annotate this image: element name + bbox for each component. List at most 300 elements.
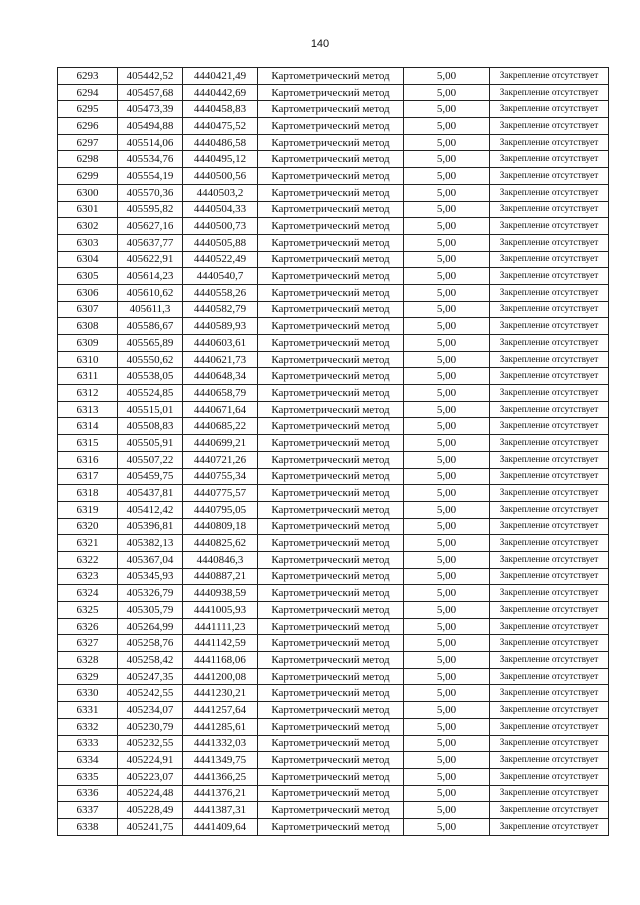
accuracy-cell: 5,00 — [404, 652, 490, 669]
accuracy-cell: 5,00 — [404, 435, 490, 452]
fixation-note-cell: Закрепление отсутствует — [490, 101, 609, 118]
y-coordinate-cell: 4440825,62 — [183, 535, 258, 552]
x-coordinate-cell: 405570,36 — [118, 184, 183, 201]
fixation-note-cell: Закрепление отсутствует — [490, 718, 609, 735]
table-row — [58, 351, 609, 368]
x-coordinate-cell: 405230,79 — [118, 718, 183, 735]
accuracy-cell: 5,00 — [404, 335, 490, 352]
method-cell: Картометрический метод — [258, 718, 404, 735]
method-cell: Картометрический метод — [258, 118, 404, 135]
fixation-note-cell: Закрепление отсутствует — [490, 168, 609, 185]
point-number-cell: 6308 — [58, 318, 118, 335]
accuracy-cell: 5,00 — [404, 318, 490, 335]
point-number-cell: 6335 — [58, 768, 118, 785]
method-cell: Картометрический метод — [258, 84, 404, 101]
y-coordinate-cell: 4440809,18 — [183, 518, 258, 535]
point-number-cell: 6305 — [58, 268, 118, 285]
y-coordinate-cell: 4440658,79 — [183, 385, 258, 402]
y-coordinate-cell: 4441005,93 — [183, 602, 258, 619]
y-coordinate-cell: 4440755,34 — [183, 468, 258, 485]
method-cell: Картометрический метод — [258, 702, 404, 719]
accuracy-cell: 5,00 — [404, 284, 490, 301]
table-row — [58, 385, 609, 402]
accuracy-cell: 5,00 — [404, 585, 490, 602]
table-row — [58, 118, 609, 135]
point-number-cell: 6330 — [58, 685, 118, 702]
point-number-cell: 6327 — [58, 635, 118, 652]
y-coordinate-cell: 4440540,7 — [183, 268, 258, 285]
point-number-cell: 6309 — [58, 335, 118, 352]
point-number-cell: 6317 — [58, 468, 118, 485]
point-number-cell: 6319 — [58, 501, 118, 518]
point-number-cell: 6328 — [58, 652, 118, 669]
fixation-note-cell: Закрепление отсутствует — [490, 251, 609, 268]
point-number-cell: 6306 — [58, 284, 118, 301]
point-number-cell: 6316 — [58, 451, 118, 468]
point-number-cell: 6318 — [58, 485, 118, 502]
accuracy-cell: 5,00 — [404, 251, 490, 268]
method-cell: Картометрический метод — [258, 335, 404, 352]
table-row — [58, 518, 609, 535]
method-cell: Картометрический метод — [258, 168, 404, 185]
method-cell: Картометрический метод — [258, 485, 404, 502]
method-cell: Картометрический метод — [258, 451, 404, 468]
table-row — [58, 635, 609, 652]
x-coordinate-cell: 405367,04 — [118, 551, 183, 568]
accuracy-cell: 5,00 — [404, 501, 490, 518]
x-coordinate-cell: 405442,52 — [118, 68, 183, 85]
fixation-note-cell: Закрепление отсутствует — [490, 451, 609, 468]
fixation-note-cell: Закрепление отсутствует — [490, 768, 609, 785]
table-row — [58, 652, 609, 669]
fixation-note-cell: Закрепление отсутствует — [490, 401, 609, 418]
method-cell: Картометрический метод — [258, 435, 404, 452]
fixation-note-cell: Закрепление отсутствует — [490, 368, 609, 385]
fixation-note-cell: Закрепление отсутствует — [490, 551, 609, 568]
x-coordinate-cell: 405505,91 — [118, 435, 183, 452]
y-coordinate-cell: 4440458,83 — [183, 101, 258, 118]
point-number-cell: 6298 — [58, 151, 118, 168]
accuracy-cell: 5,00 — [404, 134, 490, 151]
method-cell: Картометрический метод — [258, 401, 404, 418]
table-row — [58, 401, 609, 418]
x-coordinate-cell: 405345,93 — [118, 568, 183, 585]
method-cell: Картометрический метод — [258, 68, 404, 85]
table-row — [58, 702, 609, 719]
point-number-cell: 6323 — [58, 568, 118, 585]
method-cell: Картометрический метод — [258, 218, 404, 235]
table-row — [58, 184, 609, 201]
accuracy-cell: 5,00 — [404, 568, 490, 585]
y-coordinate-cell: 4441349,75 — [183, 752, 258, 769]
accuracy-cell: 5,00 — [404, 184, 490, 201]
y-coordinate-cell: 4440699,21 — [183, 435, 258, 452]
fixation-note-cell: Закрепление отсутствует — [490, 652, 609, 669]
method-cell: Картометрический метод — [258, 268, 404, 285]
fixation-note-cell: Закрепление отсутствует — [490, 201, 609, 218]
table-row — [58, 101, 609, 118]
table-row — [58, 301, 609, 318]
x-coordinate-cell: 405473,39 — [118, 101, 183, 118]
fixation-note-cell: Закрепление отсутствует — [490, 668, 609, 685]
accuracy-cell: 5,00 — [404, 685, 490, 702]
y-coordinate-cell: 4441332,03 — [183, 735, 258, 752]
table-row — [58, 668, 609, 685]
y-coordinate-cell: 4440603,61 — [183, 335, 258, 352]
accuracy-cell: 5,00 — [404, 151, 490, 168]
y-coordinate-cell: 4440486,58 — [183, 134, 258, 151]
method-cell: Картометрический метод — [258, 284, 404, 301]
method-cell: Картометрический метод — [258, 351, 404, 368]
point-number-cell: 6293 — [58, 68, 118, 85]
table-row — [58, 818, 609, 835]
point-number-cell: 6325 — [58, 602, 118, 619]
method-cell: Картометрический метод — [258, 602, 404, 619]
fixation-note-cell: Закрепление отсутствует — [490, 268, 609, 285]
accuracy-cell: 5,00 — [404, 551, 490, 568]
table-row — [58, 284, 609, 301]
x-coordinate-cell: 405524,85 — [118, 385, 183, 402]
accuracy-cell: 5,00 — [404, 602, 490, 619]
method-cell: Картометрический метод — [258, 635, 404, 652]
point-number-cell: 6324 — [58, 585, 118, 602]
y-coordinate-cell: 4440442,69 — [183, 84, 258, 101]
x-coordinate-cell: 405224,48 — [118, 785, 183, 802]
fixation-note-cell: Закрепление отсутствует — [490, 518, 609, 535]
accuracy-cell: 5,00 — [404, 818, 490, 835]
table-row — [58, 685, 609, 702]
point-number-cell: 6314 — [58, 418, 118, 435]
point-number-cell: 6307 — [58, 301, 118, 318]
point-number-cell: 6329 — [58, 668, 118, 685]
table-row — [58, 268, 609, 285]
fixation-note-cell: Закрепление отсутствует — [490, 535, 609, 552]
accuracy-cell: 5,00 — [404, 385, 490, 402]
point-number-cell: 6297 — [58, 134, 118, 151]
fixation-note-cell: Закрепление отсутствует — [490, 284, 609, 301]
table-row — [58, 201, 609, 218]
x-coordinate-cell: 405242,55 — [118, 685, 183, 702]
x-coordinate-cell: 405550,62 — [118, 351, 183, 368]
x-coordinate-cell: 405241,75 — [118, 818, 183, 835]
coordinates-table — [57, 67, 609, 836]
x-coordinate-cell: 405514,06 — [118, 134, 183, 151]
accuracy-cell: 5,00 — [404, 168, 490, 185]
x-coordinate-cell: 405610,62 — [118, 284, 183, 301]
y-coordinate-cell: 4440846,3 — [183, 551, 258, 568]
point-number-cell: 6322 — [58, 551, 118, 568]
x-coordinate-cell: 405382,13 — [118, 535, 183, 552]
x-coordinate-cell: 405305,79 — [118, 602, 183, 619]
y-coordinate-cell: 4441366,25 — [183, 768, 258, 785]
method-cell: Картометрический метод — [258, 802, 404, 819]
point-number-cell: 6332 — [58, 718, 118, 735]
point-number-cell: 6321 — [58, 535, 118, 552]
method-cell: Картометрический метод — [258, 201, 404, 218]
x-coordinate-cell: 405396,81 — [118, 518, 183, 535]
x-coordinate-cell: 405586,67 — [118, 318, 183, 335]
point-number-cell: 6334 — [58, 752, 118, 769]
x-coordinate-cell: 405595,82 — [118, 201, 183, 218]
accuracy-cell: 5,00 — [404, 118, 490, 135]
point-number-cell: 6313 — [58, 401, 118, 418]
y-coordinate-cell: 4441257,64 — [183, 702, 258, 719]
x-coordinate-cell: 405247,35 — [118, 668, 183, 685]
accuracy-cell: 5,00 — [404, 401, 490, 418]
accuracy-cell: 5,00 — [404, 752, 490, 769]
accuracy-cell: 5,00 — [404, 68, 490, 85]
y-coordinate-cell: 4441387,31 — [183, 802, 258, 819]
y-coordinate-cell: 4440795,05 — [183, 501, 258, 518]
point-number-cell: 6300 — [58, 184, 118, 201]
fixation-note-cell: Закрепление отсутствует — [490, 68, 609, 85]
y-coordinate-cell: 4440671,64 — [183, 401, 258, 418]
y-coordinate-cell: 4441230,21 — [183, 685, 258, 702]
x-coordinate-cell: 405232,55 — [118, 735, 183, 752]
fixation-note-cell: Закрепление отсутствует — [490, 501, 609, 518]
y-coordinate-cell: 4440475,52 — [183, 118, 258, 135]
accuracy-cell: 5,00 — [404, 718, 490, 735]
y-coordinate-cell: 4440504,33 — [183, 201, 258, 218]
table-row — [58, 551, 609, 568]
table-row — [58, 251, 609, 268]
accuracy-cell: 5,00 — [404, 735, 490, 752]
accuracy-cell: 5,00 — [404, 368, 490, 385]
y-coordinate-cell: 4440558,26 — [183, 284, 258, 301]
fixation-note-cell: Закрепление отсутствует — [490, 585, 609, 602]
y-coordinate-cell: 4440721,26 — [183, 451, 258, 468]
table-row — [58, 735, 609, 752]
point-number-cell: 6336 — [58, 785, 118, 802]
x-coordinate-cell: 405565,89 — [118, 335, 183, 352]
table-row — [58, 318, 609, 335]
table-row — [58, 802, 609, 819]
x-coordinate-cell: 405437,81 — [118, 485, 183, 502]
method-cell: Картометрический метод — [258, 234, 404, 251]
accuracy-cell: 5,00 — [404, 234, 490, 251]
accuracy-cell: 5,00 — [404, 418, 490, 435]
x-coordinate-cell: 405508,83 — [118, 418, 183, 435]
accuracy-cell: 5,00 — [404, 535, 490, 552]
point-number-cell: 6301 — [58, 201, 118, 218]
fixation-note-cell: Закрепление отсутствует — [490, 385, 609, 402]
fixation-note-cell: Закрепление отсутствует — [490, 685, 609, 702]
x-coordinate-cell: 405264,99 — [118, 618, 183, 635]
method-cell: Картометрический метод — [258, 418, 404, 435]
fixation-note-cell: Закрепление отсутствует — [490, 485, 609, 502]
x-coordinate-cell: 405507,22 — [118, 451, 183, 468]
table-row — [58, 568, 609, 585]
table-row — [58, 468, 609, 485]
point-number-cell: 6333 — [58, 735, 118, 752]
fixation-note-cell: Закрепление отсутствует — [490, 318, 609, 335]
method-cell: Картометрический метод — [258, 184, 404, 201]
x-coordinate-cell: 405538,05 — [118, 368, 183, 385]
method-cell: Картометрический метод — [258, 568, 404, 585]
method-cell: Картометрический метод — [258, 368, 404, 385]
accuracy-cell: 5,00 — [404, 451, 490, 468]
x-coordinate-cell: 405412,42 — [118, 501, 183, 518]
x-coordinate-cell: 405534,76 — [118, 151, 183, 168]
x-coordinate-cell: 405224,91 — [118, 752, 183, 769]
method-cell: Картометрический метод — [258, 585, 404, 602]
table-row — [58, 718, 609, 735]
x-coordinate-cell: 405223,07 — [118, 768, 183, 785]
accuracy-cell: 5,00 — [404, 802, 490, 819]
method-cell: Картометрический метод — [258, 618, 404, 635]
fixation-note-cell: Закрепление отсутствует — [490, 301, 609, 318]
fixation-note-cell: Закрепление отсутствует — [490, 602, 609, 619]
method-cell: Картометрический метод — [258, 501, 404, 518]
accuracy-cell: 5,00 — [404, 768, 490, 785]
fixation-note-cell: Закрепление отсутствует — [490, 151, 609, 168]
fixation-note-cell: Закрепление отсутствует — [490, 785, 609, 802]
method-cell: Картометрический метод — [258, 134, 404, 151]
fixation-note-cell: Закрепление отсутствует — [490, 618, 609, 635]
fixation-note-cell: Закрепление отсутствует — [490, 735, 609, 752]
point-number-cell: 6299 — [58, 168, 118, 185]
fixation-note-cell: Закрепление отсутствует — [490, 184, 609, 201]
fixation-note-cell: Закрепление отсутствует — [490, 418, 609, 435]
accuracy-cell: 5,00 — [404, 785, 490, 802]
method-cell: Картометрический метод — [258, 318, 404, 335]
y-coordinate-cell: 4440582,79 — [183, 301, 258, 318]
table-row — [58, 218, 609, 235]
fixation-note-cell: Закрепление отсутствует — [490, 702, 609, 719]
accuracy-cell: 5,00 — [404, 218, 490, 235]
method-cell: Картометрический метод — [258, 385, 404, 402]
y-coordinate-cell: 4440648,34 — [183, 368, 258, 385]
point-number-cell: 6326 — [58, 618, 118, 635]
fixation-note-cell: Закрепление отсутствует — [490, 234, 609, 251]
fixation-note-cell: Закрепление отсутствует — [490, 818, 609, 835]
table-row — [58, 752, 609, 769]
fixation-note-cell: Закрепление отсутствует — [490, 468, 609, 485]
method-cell: Картометрический метод — [258, 668, 404, 685]
x-coordinate-cell: 405234,07 — [118, 702, 183, 719]
table-row — [58, 602, 609, 619]
y-coordinate-cell: 4441376,21 — [183, 785, 258, 802]
table-row — [58, 68, 609, 85]
method-cell: Картометрический метод — [258, 735, 404, 752]
y-coordinate-cell: 4440589,93 — [183, 318, 258, 335]
fixation-note-cell: Закрепление отсутствует — [490, 335, 609, 352]
accuracy-cell: 5,00 — [404, 668, 490, 685]
method-cell: Картометрический метод — [258, 151, 404, 168]
fixation-note-cell: Закрепление отсутствует — [490, 134, 609, 151]
point-number-cell: 6311 — [58, 368, 118, 385]
method-cell: Картометрический метод — [258, 551, 404, 568]
point-number-cell: 6312 — [58, 385, 118, 402]
accuracy-cell: 5,00 — [404, 351, 490, 368]
point-number-cell: 6295 — [58, 101, 118, 118]
fixation-note-cell: Закрепление отсутствует — [490, 802, 609, 819]
point-number-cell: 6331 — [58, 702, 118, 719]
y-coordinate-cell: 4441285,61 — [183, 718, 258, 735]
accuracy-cell: 5,00 — [404, 268, 490, 285]
table-row — [58, 335, 609, 352]
x-coordinate-cell: 405611,3 — [118, 301, 183, 318]
point-number-cell: 6296 — [58, 118, 118, 135]
table-row — [58, 151, 609, 168]
point-number-cell: 6304 — [58, 251, 118, 268]
fixation-note-cell: Закрепление отсутствует — [490, 568, 609, 585]
method-cell: Картометрический метод — [258, 818, 404, 835]
y-coordinate-cell: 4441111,23 — [183, 618, 258, 635]
x-coordinate-cell: 405627,16 — [118, 218, 183, 235]
table-row — [58, 485, 609, 502]
x-coordinate-cell: 405637,77 — [118, 234, 183, 251]
method-cell: Картометрический метод — [258, 785, 404, 802]
fixation-note-cell: Закрепление отсутствует — [490, 351, 609, 368]
fixation-note-cell: Закрепление отсутствует — [490, 218, 609, 235]
y-coordinate-cell: 4440421,49 — [183, 68, 258, 85]
table-row — [58, 618, 609, 635]
y-coordinate-cell: 4440522,49 — [183, 251, 258, 268]
accuracy-cell: 5,00 — [404, 468, 490, 485]
x-coordinate-cell: 405614,23 — [118, 268, 183, 285]
table-row — [58, 435, 609, 452]
point-number-cell: 6302 — [58, 218, 118, 235]
accuracy-cell: 5,00 — [404, 201, 490, 218]
method-cell: Картометрический метод — [258, 535, 404, 552]
y-coordinate-cell: 4441200,08 — [183, 668, 258, 685]
table-row — [58, 134, 609, 151]
fixation-note-cell: Закрепление отсутствует — [490, 118, 609, 135]
method-cell: Картометрический метод — [258, 752, 404, 769]
point-number-cell: 6303 — [58, 234, 118, 251]
table-row — [58, 768, 609, 785]
accuracy-cell: 5,00 — [404, 518, 490, 535]
x-coordinate-cell: 405258,76 — [118, 635, 183, 652]
accuracy-cell: 5,00 — [404, 101, 490, 118]
table-row — [58, 84, 609, 101]
table-row — [58, 168, 609, 185]
accuracy-cell: 5,00 — [404, 702, 490, 719]
y-coordinate-cell: 4441168,06 — [183, 652, 258, 669]
x-coordinate-cell: 405622,91 — [118, 251, 183, 268]
coordinates-table-body — [58, 68, 609, 836]
fixation-note-cell: Закрепление отсутствует — [490, 435, 609, 452]
fixation-note-cell: Закрепление отсутствует — [490, 84, 609, 101]
point-number-cell: 6320 — [58, 518, 118, 535]
y-coordinate-cell: 4440500,56 — [183, 168, 258, 185]
x-coordinate-cell: 405459,75 — [118, 468, 183, 485]
accuracy-cell: 5,00 — [404, 635, 490, 652]
x-coordinate-cell: 405494,88 — [118, 118, 183, 135]
point-number-cell: 6294 — [58, 84, 118, 101]
point-number-cell: 6337 — [58, 802, 118, 819]
method-cell: Картометрический метод — [258, 101, 404, 118]
point-number-cell: 6315 — [58, 435, 118, 452]
accuracy-cell: 5,00 — [404, 618, 490, 635]
y-coordinate-cell: 4440938,59 — [183, 585, 258, 602]
method-cell: Картометрический метод — [258, 685, 404, 702]
table-row — [58, 501, 609, 518]
x-coordinate-cell: 405554,19 — [118, 168, 183, 185]
y-coordinate-cell: 4441409,64 — [183, 818, 258, 835]
point-number-cell: 6310 — [58, 351, 118, 368]
y-coordinate-cell: 4440887,21 — [183, 568, 258, 585]
y-coordinate-cell: 4440505,88 — [183, 234, 258, 251]
table-row — [58, 451, 609, 468]
table-row — [58, 785, 609, 802]
y-coordinate-cell: 4440685,22 — [183, 418, 258, 435]
accuracy-cell: 5,00 — [404, 301, 490, 318]
method-cell: Картометрический метод — [258, 768, 404, 785]
y-coordinate-cell: 4441142,59 — [183, 635, 258, 652]
y-coordinate-cell: 4440503,2 — [183, 184, 258, 201]
